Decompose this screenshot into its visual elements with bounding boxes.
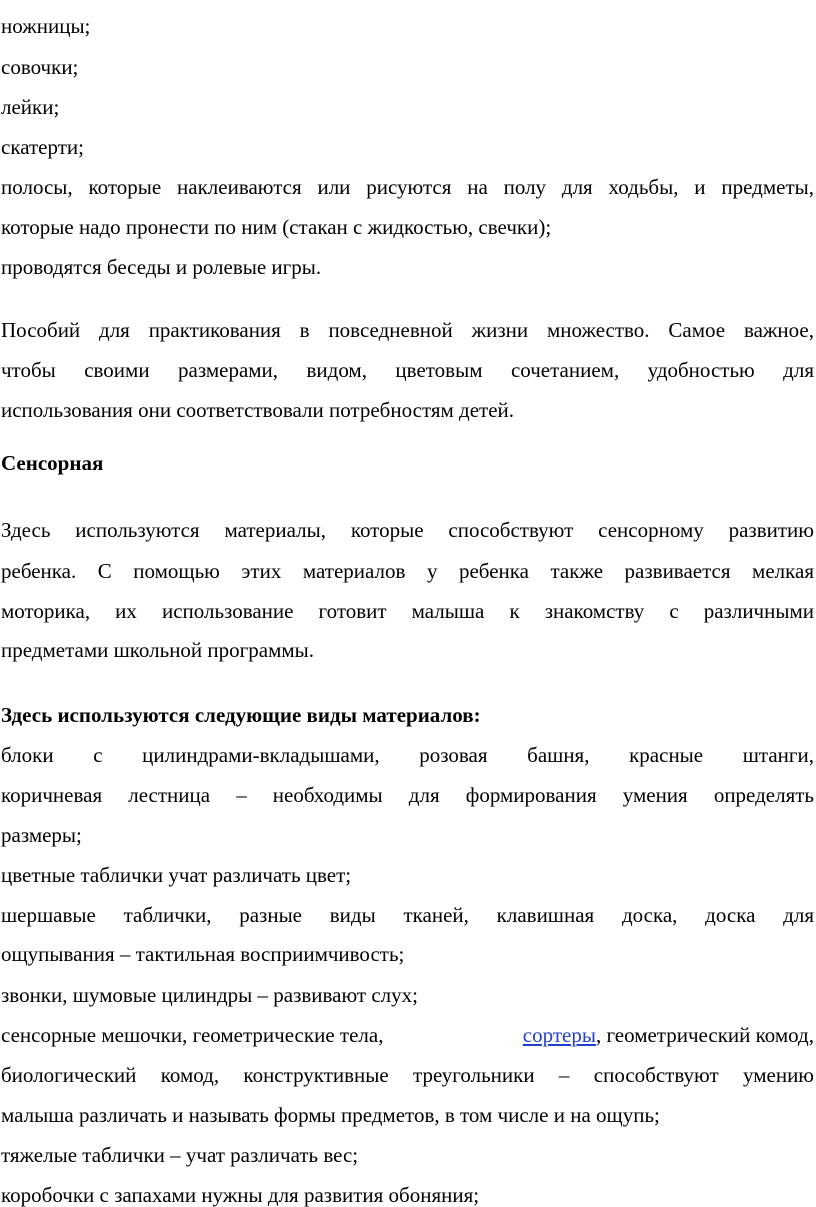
paragraph-line: предметами школьной программы.	[1, 638, 315, 662]
list-item-continuation: биологический комод, конструктивные треугольники – способствуют умению	[1, 1063, 814, 1087]
paragraph-line: Здесь используются материалы, которые способствуют сенсорному развитию	[1, 518, 814, 542]
list-item: проводятся беседы и ролевые игры.	[1, 255, 322, 279]
list-item: блоки с цилиндрами-вкладышами, розовая башня, красные штанги,	[1, 743, 814, 767]
subsection-heading: Здесь используются следующие виды материалов:	[1, 703, 481, 727]
list-item: лейки;	[1, 95, 60, 119]
list-item-continuation: ощупывания – тактильная восприимчивость;	[1, 942, 405, 966]
section-heading: Сенсорная	[1, 451, 104, 475]
list-item: совочки;	[1, 55, 79, 79]
list-item-continuation: которые надо пронести по ним (стакан с жидкостью, свечки);	[1, 215, 552, 239]
list-item: ножницы;	[1, 14, 91, 38]
list-item-continuation: малыша различать и называть формы предметов, в том числе и на ощупь;	[1, 1103, 660, 1127]
sorters-link[interactable]: сортеры	[522, 1023, 596, 1047]
list-item: полосы, которые наклеиваются или рисуются на полу для ходьбы, и предметы,	[1, 175, 814, 199]
paragraph-line: использования они соответствовали потребностям детей.	[1, 398, 515, 422]
list-item-text: сенсорные мешочки, геометрические тела,	[1, 1023, 384, 1047]
paragraph-line: чтобы своими размерами, видом, цветовым сочетанием, удобностью для	[1, 358, 814, 382]
list-item-text-tail	[523, 1023, 814, 1047]
list-item-continuation: размеры;	[1, 823, 82, 847]
paragraph-line: ребенка. С помощью этих материалов у ребенка также развивается мелкая	[1, 559, 814, 583]
list-item: скатерти;	[1, 135, 84, 159]
list-item-continuation: коричневая лестница – необходимы для формирования умения определять	[1, 783, 814, 807]
list-item: шершавые таблички, разные виды тканей, клавишная доска, доска для	[1, 903, 814, 927]
list-item: коробочки с запахами нужны для развития обоняния;	[1, 1183, 480, 1207]
list-item	[1, 1023, 814, 1047]
list-item: тяжелые таблички – учат различать вес;	[1, 1143, 359, 1167]
paragraph-line: моторика, их использование готовит малыша к знакомству с различными	[1, 599, 814, 623]
list-item: цветные таблички учат различать цвет;	[1, 863, 352, 887]
list-item-text: , геометрический комод,	[595, 1023, 814, 1047]
list-item: звонки, шумовые цилиндры – развивают слух;	[1, 983, 418, 1007]
paragraph-line: Пособий для практикования в повседневной жизни множество. Самое важное,	[1, 318, 814, 342]
